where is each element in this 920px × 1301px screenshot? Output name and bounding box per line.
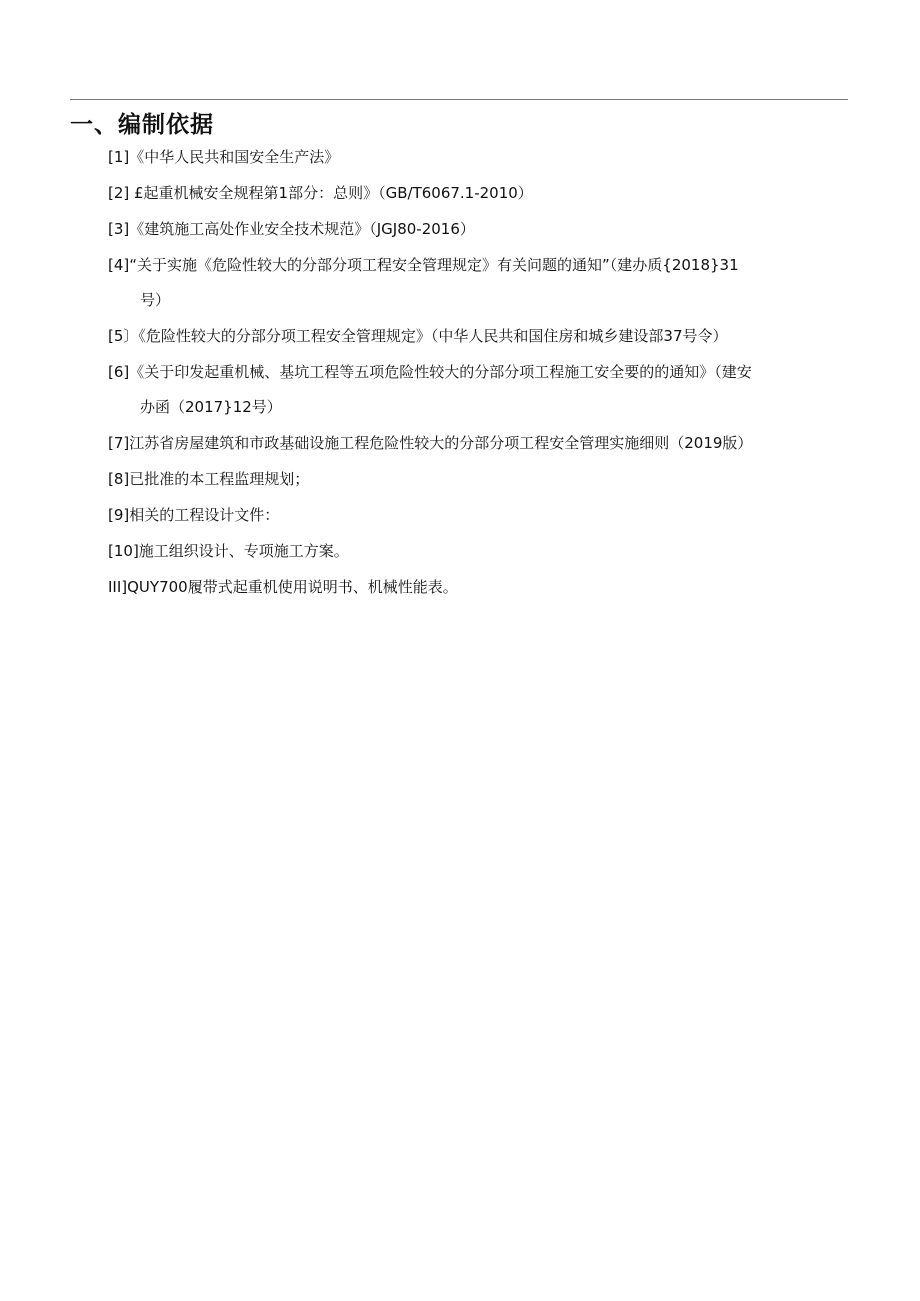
- reference-item-2: [108, 184, 853, 220]
- reference-text: [10]施工组织设计、专项施工方案。: [108, 542, 349, 560]
- reference-item-5: [108, 327, 853, 363]
- reference-item-9: [108, 506, 853, 542]
- reference-item-1: [108, 148, 853, 184]
- reference-item-7: [108, 434, 853, 470]
- reference-text-continued: 办函（2017}12号）: [140, 398, 282, 416]
- reference-text: III]QUY700履带式起重机使用说明书、机械性能表。: [108, 578, 458, 596]
- reference-text: [7]江苏省房屋建筑和市政基础设施工程危险性较大的分部分项工程安全管理实施细则（2019版）: [108, 434, 753, 452]
- reference-item-3: [108, 220, 853, 256]
- reference-item-11: [108, 578, 853, 596]
- reference-text-continued: 号）: [140, 291, 171, 309]
- reference-text: [2] £起重机械安全规程第1部分：总则》（GB/T6067.1-2010）: [108, 184, 533, 202]
- reference-text: [4]“关于实施《危险性较大的分部分项工程安全管理规定》有关问题的通知”（建办质{2018}31: [108, 256, 739, 274]
- reference-item-8: [108, 470, 853, 506]
- reference-text: [3]《建筑施工高处作业安全技术规范》（JGJ80-2016）: [108, 220, 475, 238]
- header-rule: [70, 99, 848, 100]
- reference-item-6: [108, 363, 853, 434]
- section-heading: 一、编制依据: [70, 112, 214, 138]
- reference-text: [5〕《危险性较大的分部分项工程安全管理规定》（中华人民共和国住房和城乡建设部37号令）: [108, 327, 728, 345]
- reference-item-4: [108, 256, 853, 327]
- reference-text: [1]《中华人民共和国安全生产法》: [108, 148, 340, 166]
- reference-list: [108, 148, 853, 596]
- reference-item-10: [108, 542, 853, 578]
- reference-text: [9]相关的工程设计文件：: [108, 506, 280, 524]
- reference-text: [6]《关于印发起重机械、基坑工程等五项危险性较大的分部分项工程施工安全要的的通知》（建安: [108, 363, 752, 381]
- reference-text: [8]已批准的本工程监理规划；: [108, 470, 310, 488]
